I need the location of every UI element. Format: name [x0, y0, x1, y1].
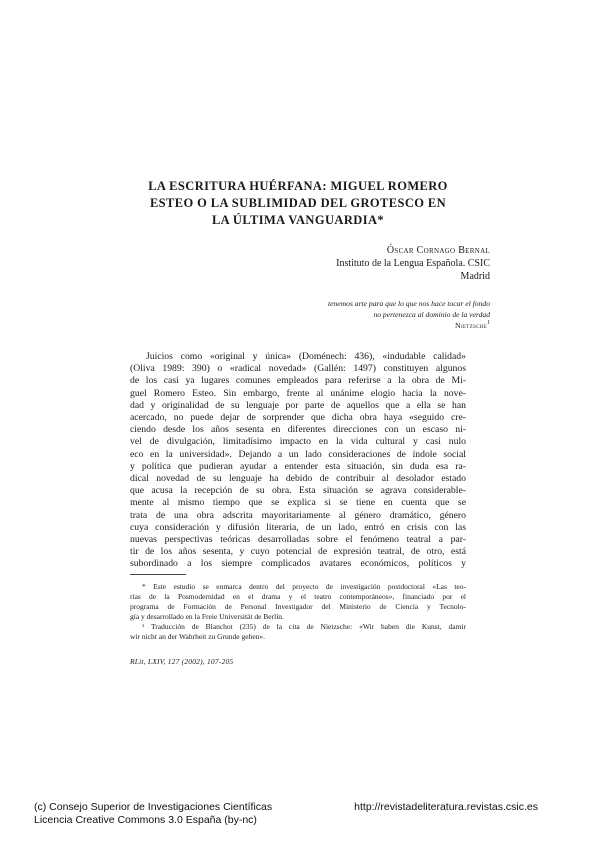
title-line-3: LA ÚLTIMA VANGUARDIA* — [211, 213, 385, 227]
author-city: Madrid — [460, 271, 490, 282]
footnote-line: * Este estudio se enmarca dentro del proyecto de investigación postdoctoral «Las teo- — [142, 582, 466, 591]
body-line: nuevas perspectivas teóricas desarrolladas sobre el fenómeno teatral a par- — [130, 534, 466, 546]
author-block — [336, 244, 490, 283]
epigraph-author-row — [328, 320, 490, 331]
title-line-2: ESTEO O LA SUBLIMIDAD DEL GROTESCO EN — [149, 196, 447, 210]
epigraph-line-1: tenemos arte para que lo que nos hace tocar el fondo — [328, 299, 490, 308]
author-name: Óscar Cornago Bernal — [386, 245, 490, 256]
body-line: mente al mismo tiempo que se explica si se tiene en cuenta que se — [130, 497, 466, 509]
title-line-1: LA ESCRITURA HUÉRFANA: MIGUEL ROMERO — [148, 179, 448, 193]
footnotes — [130, 582, 466, 642]
body-line: trata de una obra adscrita mayoritariamente al género dramático, género — [130, 509, 466, 521]
epigraph-author: Nietzsche — [455, 321, 487, 330]
body-line: ciendo desde los años sesenta en diferentes direcciones con un escaso ni- — [130, 424, 466, 436]
body-line: dical novedad de su lenguaje ha debido de contribuir al desolador estado — [130, 473, 466, 485]
body-line: tir de los años sesenta, y cuyo potencial de expresión teatral, de otro, está — [130, 546, 466, 558]
body-paragraph — [130, 351, 466, 571]
body-line: guel Romero Esteo. Sin embargo, frente al unánime elogio hacia la nove- — [130, 387, 466, 399]
footnote-line: gía y desarrollado en la Freie Universität de Berlín. — [130, 612, 284, 621]
body-line: Juicios como «original y única» (Doménech: 436), «indudable calidad» — [146, 351, 466, 362]
footnote-line: programa de Formación de Personal Investigador del Ministerio de Ciencia y Tecnolo- — [130, 602, 466, 611]
footnote-line: wir nicht an der Wahrheit zu Grunde gehen». — [130, 632, 266, 641]
footnote-line: rías de la Posmodernidad en el drama y el teatro contemporáneos», financiado por el — [130, 592, 466, 601]
epigraph-line-2: no pertenezca al dominio de la verdad — [373, 310, 490, 319]
body-line: acercado, no puede dejar de sorprender que dicha obra haya «seguido cre- — [130, 412, 466, 424]
body-line: de los casi ya lugares comunes empleados para referirse a la obra de Mi- — [130, 375, 466, 387]
copyright-notice — [34, 801, 272, 827]
license-line: Licencia Creative Commons 3.0 España (by-nc) — [34, 814, 257, 826]
journal-reference: RLit, LXIV, 127 (2002), 107-205 — [130, 657, 234, 666]
body-line: eco en la universidad». Dejando a un lado consideraciones de índole social — [130, 448, 466, 460]
article-title — [130, 178, 466, 229]
journal-url: http://revistadeliteratura.revistas.csic.es — [354, 801, 538, 813]
body-line: que acusa la recepción de su obra. Esta situación se agrava considerable- — [130, 485, 466, 497]
epigraph — [328, 298, 490, 331]
body-line: cuya consideración y difusión literaria, de un lado, entró en crisis con las — [130, 521, 466, 533]
footnote-line: ¹ Traducción de Blanchot (235) de la cita de Nietzsche: «Wir haben die Kunst, damir — [142, 622, 466, 631]
epigraph-note-mark: 1 — [487, 320, 490, 326]
author-institution: Instituto de la Lengua Española. CSIC — [336, 258, 490, 269]
body-line: dad y originalidad de su lenguaje por parte de aquellos que a ella se han — [130, 399, 466, 411]
body-line: subordinado a los siempre complicados avatares económicos, políticos y — [130, 558, 466, 570]
footnote-divider — [130, 574, 186, 575]
body-line: y política que pudieran ayudar a entender esta situación, sin duda esa ra- — [130, 460, 466, 472]
body-line: vel de divulgación, limitadísimo impacto en la vida cultural y casi nulo — [130, 436, 466, 448]
body-line: (Oliva 1989: 390) o «radical novedad» (Gallén: 1497) constituyen algunos — [130, 363, 466, 375]
copyright-line: (c) Consejo Superior de Investigaciones Científicas — [34, 801, 273, 813]
